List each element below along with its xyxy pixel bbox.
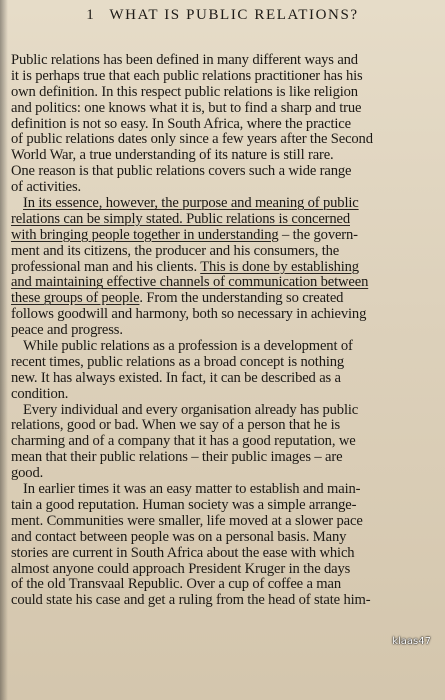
text-line xyxy=(11,275,441,291)
text-line xyxy=(11,546,441,562)
text-segment: peace and progress. xyxy=(11,323,123,339)
text-line xyxy=(11,148,441,164)
underlined-text: these groups of people xyxy=(11,291,140,307)
text-segment: relations, good or bad. When we say of a person that he is xyxy=(11,418,341,434)
text-line xyxy=(11,132,441,148)
chapter-number: 1 xyxy=(86,7,96,23)
text-segment: of activities. xyxy=(11,180,82,196)
text-segment: own definition. In this respect public relations is like religion xyxy=(11,84,358,100)
chapter-title: WHAT IS PUBLIC RELATIONS? xyxy=(109,7,359,23)
text-segment: One reason is that public relations covers such a wide range xyxy=(11,164,352,180)
text-line xyxy=(11,117,441,133)
text-segment: . From the understanding so created xyxy=(139,291,344,307)
underlined-text: This is done by establishing xyxy=(200,259,359,275)
text-segment: follows goodwill and harmony, both so necessary in achieving xyxy=(11,307,367,323)
text-line xyxy=(11,450,441,466)
text-segment: of the old Transvaal Republic. Over a cup of coffee a man xyxy=(11,577,341,593)
text-segment: of public relations dates only since a few years after the Second xyxy=(11,132,373,148)
text-segment: could state his case and get a ruling from the head of state him- xyxy=(11,593,371,609)
text-line xyxy=(11,323,441,339)
text-segment: condition. xyxy=(11,386,69,402)
text-line xyxy=(11,593,441,609)
text-line xyxy=(11,291,441,307)
text-line xyxy=(11,387,441,403)
underlined-text: with bringing people together in understanding xyxy=(11,227,279,243)
text-line xyxy=(11,530,441,546)
text-segment: new. It has always existed. In fact, it can be described as a xyxy=(11,370,341,386)
text-line xyxy=(11,244,441,260)
text-segment: tain a good reputation. Human society was a simple arrange- xyxy=(11,497,357,513)
underlined-text: and maintaining effective channels of communication between xyxy=(11,275,369,291)
text-line xyxy=(11,498,441,514)
text-line xyxy=(11,85,441,101)
text-line xyxy=(11,403,441,419)
body-text xyxy=(11,53,441,609)
text-line xyxy=(11,514,441,530)
text-segment: professional man and his clients. xyxy=(11,259,201,275)
text-segment: In earlier times it was an easy matter to establish and main- xyxy=(23,482,361,498)
text-segment: While public relations as a profession is a development of xyxy=(23,339,353,355)
text-segment: ment and its citizens, the producer and his consumers, the xyxy=(11,243,340,259)
text-segment: – the govern- xyxy=(278,227,358,243)
text-line xyxy=(11,418,441,434)
text-segment: recent times, public relations as a broad concept is nothing xyxy=(11,354,345,370)
text-segment: definition is not so easy. In South Africa, where the practice xyxy=(11,116,351,132)
text-segment: mean that their public relations – their public images – are xyxy=(11,450,343,466)
text-line xyxy=(11,260,441,276)
text-segment: Every individual and every organisation already has public xyxy=(23,402,359,418)
text-segment: World War, a true understanding of its nature is still rare. xyxy=(11,148,334,164)
text-line xyxy=(11,339,441,355)
text-segment: Public relations has been defined in many different ways and xyxy=(11,53,358,68)
text-line xyxy=(11,562,441,578)
text-line xyxy=(11,371,441,387)
text-line xyxy=(11,53,441,69)
text-segment: charming and of a company that it has a good reputation, we xyxy=(11,434,356,450)
text-line xyxy=(11,577,441,593)
text-segment: and contact between people was on a personal basis. Many xyxy=(11,529,347,545)
text-line xyxy=(11,196,441,212)
text-segment: good. xyxy=(11,466,44,482)
watermark: klaas47 xyxy=(392,636,431,647)
text-line xyxy=(11,101,441,117)
text-line xyxy=(11,434,441,450)
chapter-heading xyxy=(0,7,445,24)
text-line xyxy=(11,355,441,371)
text-line xyxy=(11,466,441,482)
text-segment: it is perhaps true that each public relations practitioner has his xyxy=(11,68,363,84)
underlined-text: In its essence, however, the purpose and meaning of public xyxy=(23,196,359,212)
text-line xyxy=(11,307,441,323)
text-segment: and politics: one knows what it is, but to find a sharp and true xyxy=(11,100,362,116)
text-line xyxy=(11,482,441,498)
text-line xyxy=(11,164,441,180)
text-segment: almost anyone could approach President Kruger in the days xyxy=(11,561,351,577)
text-line xyxy=(11,228,441,244)
text-line xyxy=(11,180,441,196)
text-segment: stories are current in South Africa about the ease with which xyxy=(11,545,355,561)
text-line xyxy=(11,69,441,85)
page-gutter-shadow xyxy=(0,0,8,700)
underlined-text: relations can be simply stated. Public relations is concerned xyxy=(11,211,350,227)
text-segment: ment. Communities were smaller, life moved at a slower pace xyxy=(11,513,363,529)
text-line xyxy=(11,212,441,228)
